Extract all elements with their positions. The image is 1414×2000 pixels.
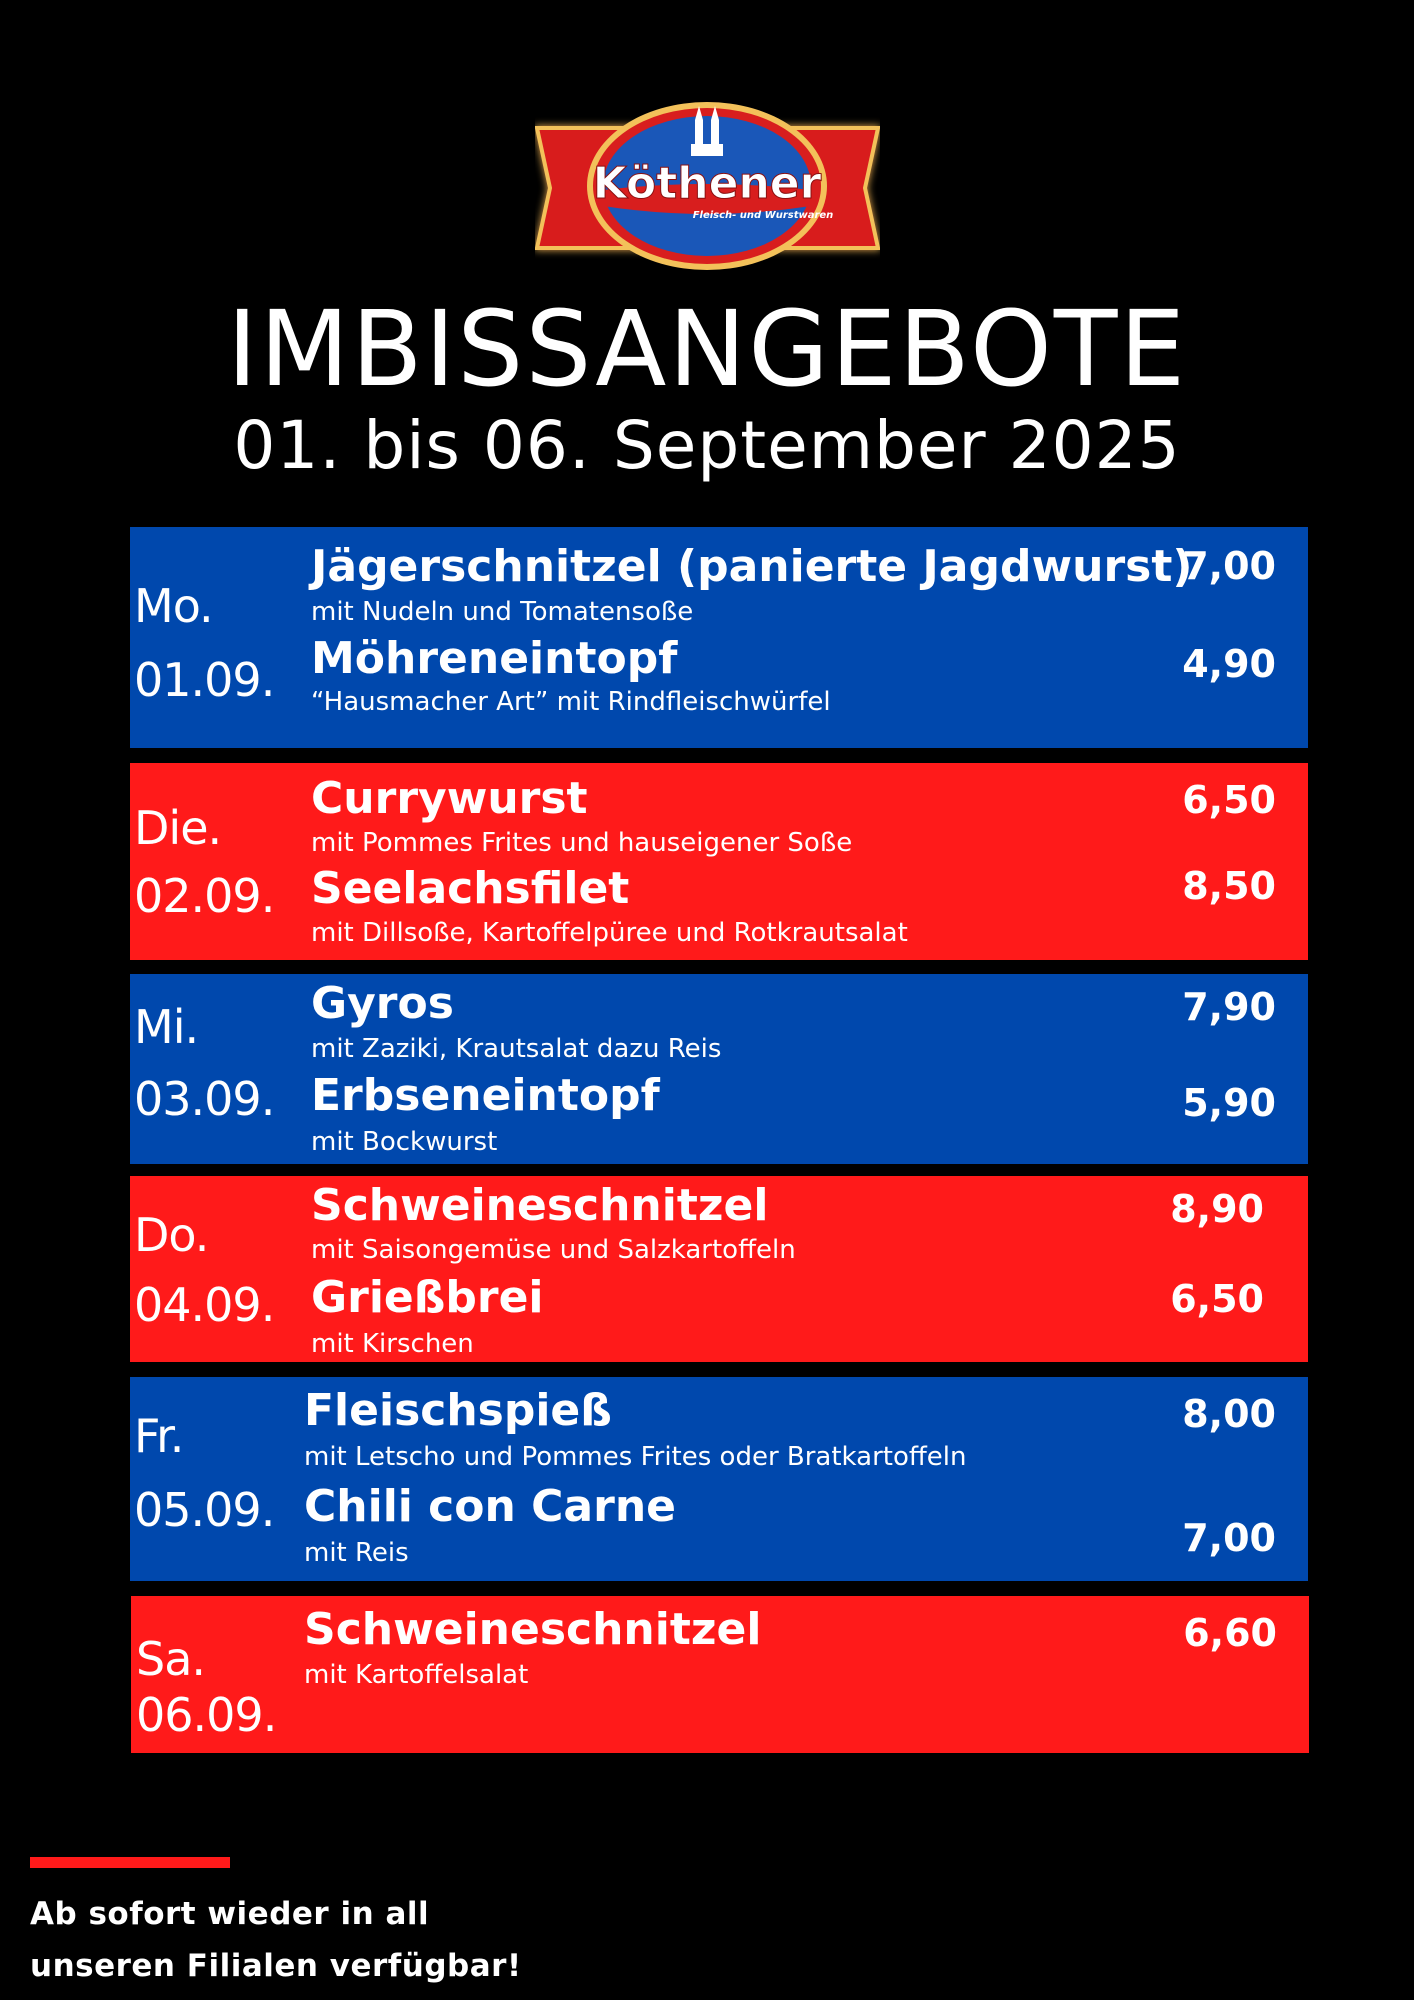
menu-item-price: 8,50 <box>1182 864 1276 908</box>
day-abbreviation: Sa. <box>136 1632 206 1686</box>
menu-item-name: Chili con Carne <box>304 1481 676 1532</box>
menu-item-name: Grießbrei <box>311 1272 544 1323</box>
menu-item-description: mit Kirschen <box>311 1329 474 1359</box>
menu-item-price: 6,50 <box>1170 1277 1264 1321</box>
day-date: 01.09. <box>134 653 275 707</box>
day-block-tuesday <box>130 763 1308 960</box>
menu-item-name: Currywurst <box>311 773 588 824</box>
koethener-logo <box>535 98 880 273</box>
logo-brand-name: Köthener <box>592 158 822 209</box>
menu-item-description: mit Dillsoße, Kartoffelpüree und Rotkrautsalat <box>311 918 908 948</box>
day-date: 05.09. <box>134 1483 275 1537</box>
menu-item-description: mit Letscho und Pommes Frites oder Bratkartoffeln <box>304 1442 967 1472</box>
menu-item-price: 6,50 <box>1182 778 1276 822</box>
menu-item-description: mit Saisongemüse und Salzkartoffeln <box>311 1235 796 1265</box>
day-block-monday <box>130 527 1308 748</box>
menu-item-name: Möhreneintopf <box>311 633 678 684</box>
menu-item-price: 8,00 <box>1182 1392 1276 1436</box>
day-abbreviation: Mi. <box>134 1000 199 1054</box>
day-abbreviation: Do. <box>134 1208 209 1262</box>
logo-tagline: Fleisch- und Wurstwaren <box>692 210 834 221</box>
footer-accent-bar <box>30 1857 230 1868</box>
menu-item-price: 5,90 <box>1182 1081 1276 1125</box>
day-date: 06.09. <box>136 1688 277 1742</box>
menu-item-price: 7,00 <box>1182 544 1276 588</box>
menu-item-name: Schweineschnitzel <box>304 1604 762 1655</box>
day-abbreviation: Mo. <box>134 579 213 633</box>
menu-item-description: mit Nudeln und Tomatensoße <box>311 597 694 627</box>
day-abbreviation: Fr. <box>134 1409 184 1463</box>
footer-line-1: Ab sofort wieder in all <box>30 1896 430 1932</box>
day-abbreviation: Die. <box>134 801 222 855</box>
menu-item-description: “Hausmacher Art” mit Rindfleischwürfel <box>311 687 831 717</box>
menu-item-name: Gyros <box>311 978 454 1029</box>
menu-item-description: mit Zaziki, Krautsalat dazu Reis <box>311 1034 722 1064</box>
footer-note <box>30 1888 522 1992</box>
menu-item-description: mit Pommes Frites und hauseigener Soße <box>311 828 853 858</box>
day-block-wednesday <box>130 974 1308 1164</box>
menu-item-name: Fleischspieß <box>304 1385 612 1436</box>
day-block-thursday <box>130 1176 1308 1362</box>
menu-item-price: 6,60 <box>1183 1611 1277 1655</box>
page-title: IMBISSANGEBOTE <box>226 288 1188 410</box>
menu-item-name: Schweineschnitzel <box>311 1180 769 1231</box>
day-block-saturday <box>131 1596 1309 1753</box>
menu-item-name: Erbseneintopf <box>311 1070 660 1121</box>
menu-item-price: 7,00 <box>1182 1516 1276 1560</box>
menu-item-name: Seelachsfilet <box>311 863 630 914</box>
menu-item-description: mit Kartoffelsalat <box>304 1660 529 1690</box>
menu-item-description: mit Bockwurst <box>311 1127 498 1157</box>
day-date: 02.09. <box>134 869 275 923</box>
day-block-friday <box>130 1377 1308 1581</box>
day-date: 03.09. <box>134 1072 275 1126</box>
menu-item-price: 7,90 <box>1182 985 1276 1029</box>
menu-item-name: Jägerschnitzel (panierte Jagdwurst) <box>311 541 1193 592</box>
page-subtitle: 01. bis 06. September 2025 <box>233 407 1181 484</box>
menu-item-description: mit Reis <box>304 1538 409 1568</box>
menu-item-price: 4,90 <box>1182 642 1276 686</box>
footer-line-2: unseren Filialen verfügbar! <box>30 1948 522 1984</box>
day-date: 04.09. <box>134 1278 275 1332</box>
menu-item-price: 8,90 <box>1170 1187 1264 1231</box>
